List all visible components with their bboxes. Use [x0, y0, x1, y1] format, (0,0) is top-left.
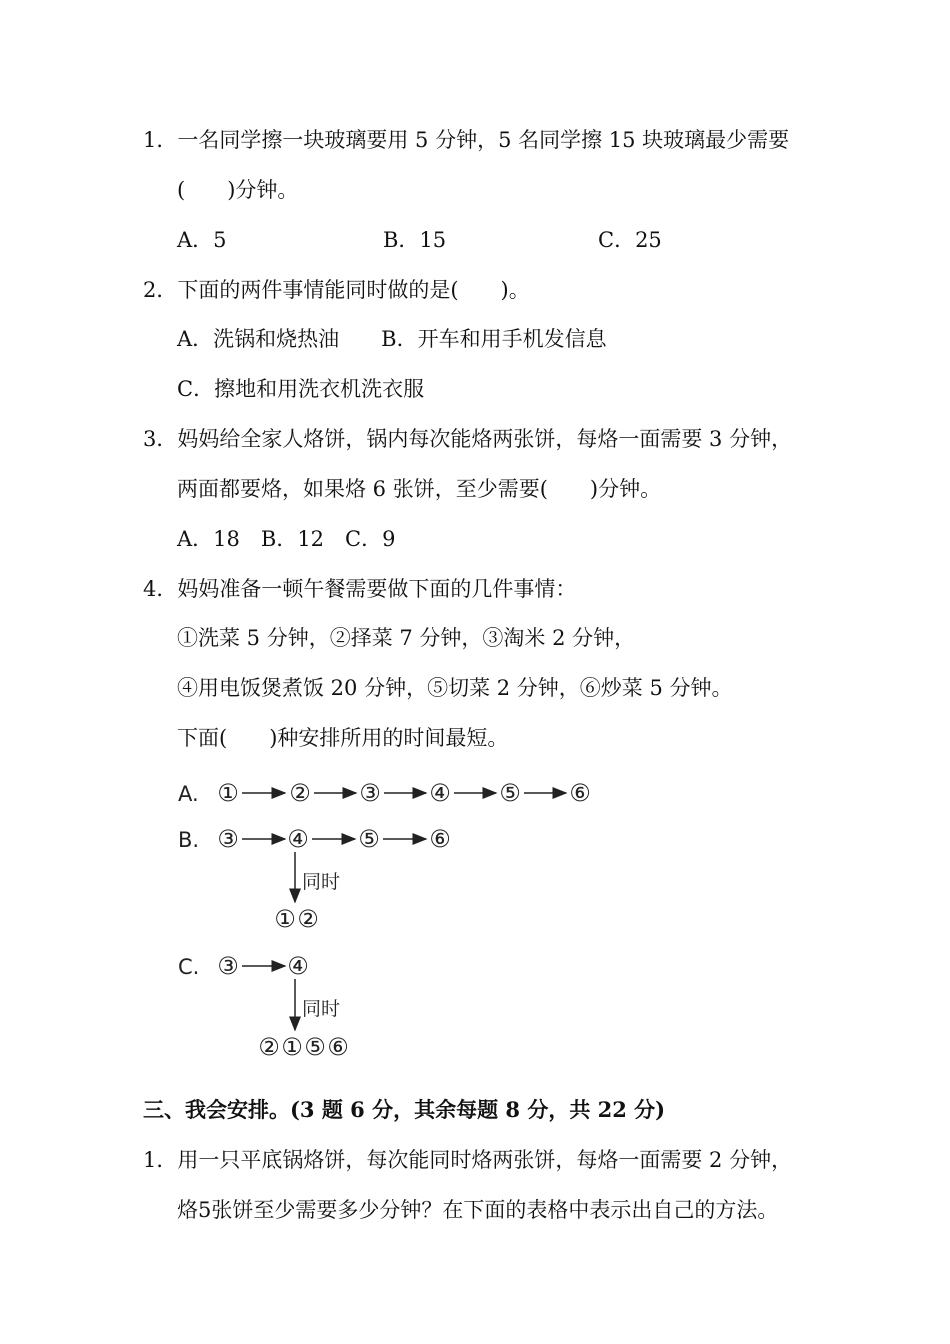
q4-tasks-line1: ①洗菜 5 分钟，②择菜 7 分钟，③淘米 2 分钟，	[177, 626, 636, 650]
row-a-step-1: ①	[217, 779, 239, 807]
section3-q1-line2: 烙5张饼至少需要多少分钟？在下面的表格中表示出自己的方法。	[177, 1198, 779, 1222]
q1-option-a: A．5	[177, 228, 227, 252]
row-a-step-2: ②	[289, 779, 311, 807]
q1-option-c: C．25	[598, 228, 662, 252]
q3-options: A．18 B．12 C．9	[177, 527, 396, 551]
row-c-step-1: ③	[217, 952, 239, 980]
q4-stem: 4．妈妈准备一顿午餐需要做下面的几件事情：	[143, 577, 577, 601]
row-a-step-3: ③	[359, 779, 381, 807]
row-c-parallel-1: ②	[258, 1033, 280, 1061]
row-a-step-6: ⑥	[569, 779, 591, 807]
row-b-simultaneous-label: 同时	[302, 871, 341, 893]
q2-stem: 2．下面的两件事情能同时做的是( )。	[143, 278, 530, 302]
row-c-parallel-3: ⑤	[304, 1033, 326, 1061]
section3-q1-line1: 1．用一只平底锅烙饼，每次能同时烙两张饼，每烙一面需要 2 分钟，	[143, 1148, 793, 1172]
q2-options-ab: A．洗锅和烧热油 B．开车和用手机发信息	[177, 327, 607, 351]
row-c-step-2: ④	[287, 952, 309, 980]
diagram-row-b	[217, 825, 451, 933]
diagram-label-c: C.	[178, 955, 200, 979]
diagram-row-c	[217, 952, 349, 1061]
diagram-row-a	[217, 779, 591, 807]
q3-stem-line1: 3．妈妈给全家人烙饼，锅内每次能烙两张饼，每烙一面需要 3 分钟，	[143, 427, 793, 451]
row-b-parallel-1: ①	[274, 905, 296, 933]
row-b-step-1: ③	[217, 825, 239, 853]
q4-arrangement-diagram	[170, 772, 630, 1072]
q3-stem-line2: 两面都要烙，如果烙 6 张饼，至少需要( )分钟。	[177, 477, 662, 501]
section3-heading: 三、我会安排。(3 题 6 分，其余每题 8 分，共 22 分)	[143, 1097, 666, 1122]
q1-option-b: B．15	[383, 228, 447, 252]
row-b-step-3: ⑤	[358, 825, 380, 853]
q2-option-c: C．擦地和用洗衣机洗衣服	[177, 377, 425, 401]
row-a-step-5: ⑤	[499, 779, 521, 807]
row-c-parallel-2: ①	[281, 1033, 303, 1061]
row-b-step-4: ⑥	[429, 825, 451, 853]
diagram-label-a: A.	[178, 782, 199, 806]
q1-stem-line2: ( )分钟。	[177, 178, 299, 202]
row-b-step-2: ④	[287, 825, 309, 853]
row-a-step-4: ④	[429, 779, 451, 807]
q4-tasks-line2: ④用电饭煲煮饭 20 分钟，⑤切菜 2 分钟，⑥炒菜 5 分钟。	[177, 676, 733, 700]
row-c-parallel-4: ⑥	[327, 1033, 349, 1061]
row-c-simultaneous-label: 同时	[302, 998, 341, 1020]
q4-question: 下面( )种安排所用的时间最短。	[177, 726, 509, 750]
q1-stem-line1: 1．一名同学擦一块玻璃要用 5 分钟，5 名同学擦 15 块玻璃最少需要	[143, 128, 790, 152]
row-b-parallel-2: ②	[297, 905, 319, 933]
diagram-label-b: B.	[178, 828, 200, 852]
